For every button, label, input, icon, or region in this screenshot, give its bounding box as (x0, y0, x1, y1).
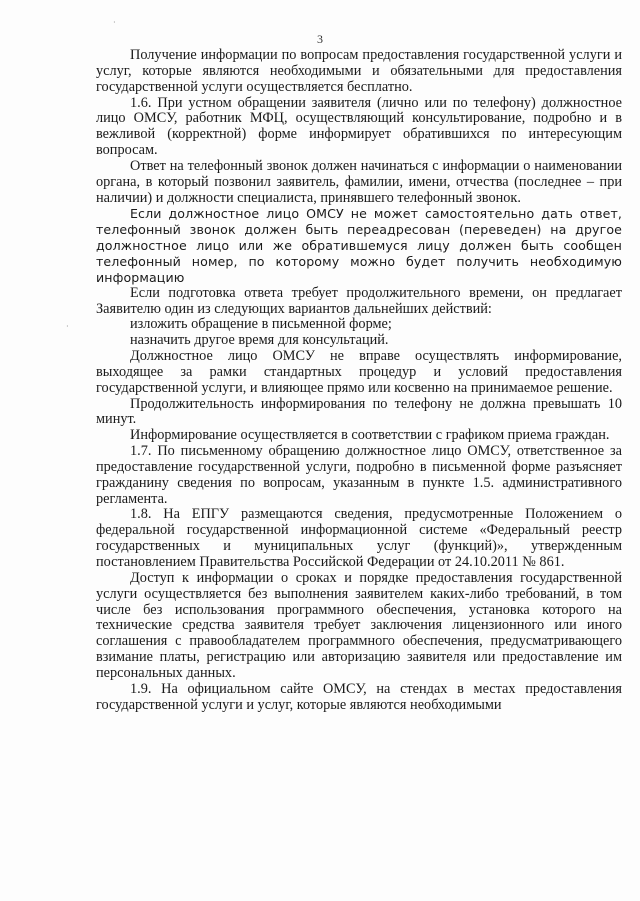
document-body (96, 48, 622, 713)
paragraph: Если должностное лицо ОМСУ не может самостоятельно дать ответ, телефонный звонок должен быть переадресован (переведен) на другое должностное лицо или же обратившемуся лицу должен быть сообщен телефонный номер, по которому можно будет получить необходимую информацию (96, 206, 622, 285)
paragraph: Информирование осуществляется в соответствии с графиком приема граждан. (130, 427, 610, 444)
paragraph: Если подготовка ответа требует продолжительного времени, он предлагает Заявителю один из следующих вариантов дальнейших действий: (96, 284, 622, 317)
paragraph: Ответ на телефонный звонок должен начинаться с информации о наименовании органа, в который позвонил заявитель, фамилии, имени, отчества (последнее – при наличии) и должности специалиста, принявшего телефонный звонок. (96, 157, 622, 206)
page-number: 3 (317, 32, 323, 46)
paragraph: Продолжительность информирования по телефону не должна превышать 10 минут. (96, 395, 622, 428)
paragraph: Получение информации по вопросам предоставления государственной услуги и услуг, которые являются необходимыми и обязательными для предоставления государственной услуги осуществляется бесплатно. (96, 47, 622, 95)
list-item: изложить обращение в письменной форме; (130, 316, 392, 333)
paragraph: 1.7. По письменному обращению должностное лицо ОМСУ, ответственное за предоставление государственной услуги, подробно в письменной форме разъясняет гражданину сведения по вопросам, указанным в пункте 1.5. административного регламента. (96, 443, 622, 507)
paragraph: Доступ к информации о сроках и порядке предоставления государственной услуги осуществляется без выполнения заявителем каких-либо требований, в том числе без использования программного обеспечения, установка которого на технические средства заявителя требует заключения лицензионного или иного соглашения с правообладателем программного обеспечения, предусматривающего взимание платы, регистрацию или авторизацию заявителя или предоставление им персональных данных. (96, 569, 622, 681)
list-item: назначить другое время для консультаций. (130, 332, 389, 349)
paragraph: Должностное лицо ОМСУ не вправе осуществлять информирование, выходящее за рамки стандартных процедур и условий предоставления государственной услуги, и влияющее прямо или косвенно на принимаемое решение. (96, 348, 622, 396)
paragraph: 1.6. При устном обращении заявителя (лично или по телефону) должностное лицо ОМСУ, работник МФЦ, осуществляющий консультирование, подробно и в вежливой (корректной) форме информирует обратившихся по интересующим вопросам. (96, 94, 622, 159)
scan-speck: · (113, 18, 116, 27)
paragraph: 1.9. На официальном сайте ОМСУ, на стендах в местах предоставления государственной услуги и услуг, которые являются необходимыми (96, 680, 622, 713)
paragraph: 1.8. На ЕПГУ размещаются сведения, предусмотренные Положением о федеральной государственной информационной системе «Федеральный реестр государственных и муниципальных услуг (функций)», утвержденным постановлением Правительства Российской Федерации от 24.10.2011 № 861. (96, 506, 622, 570)
scan-speck: · (66, 322, 69, 331)
